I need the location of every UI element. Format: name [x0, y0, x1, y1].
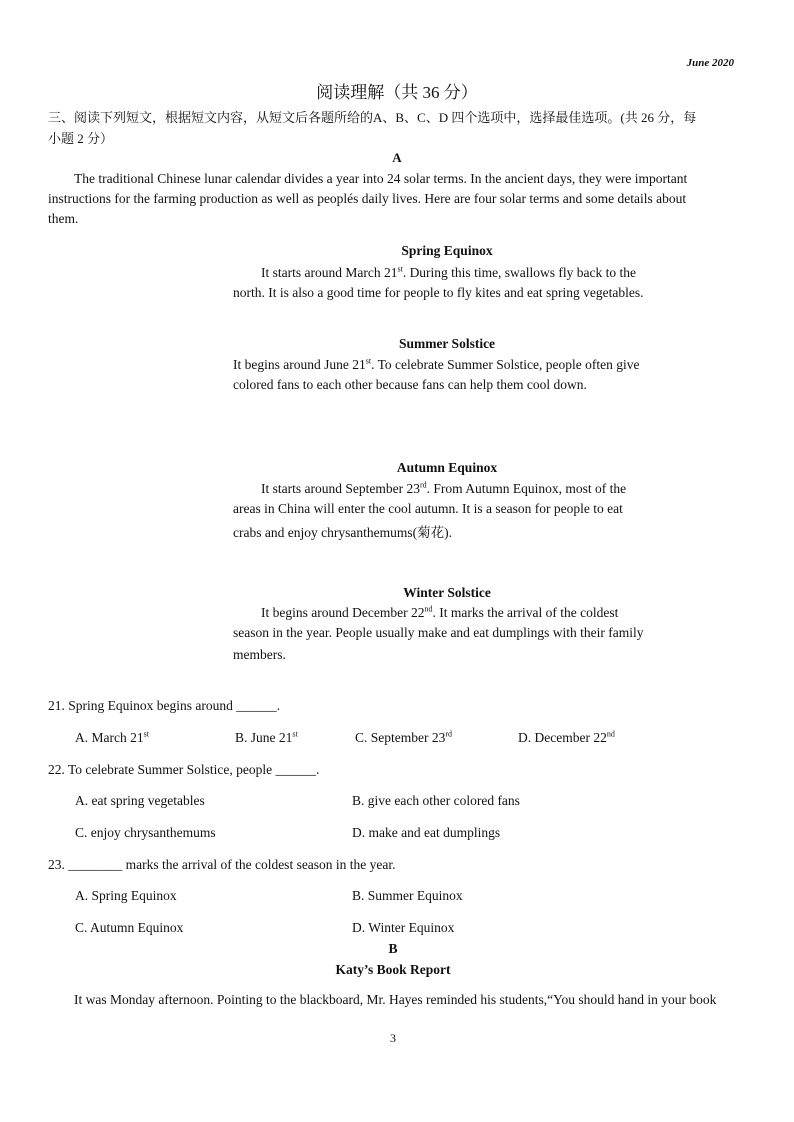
header-date: June 2020 [686, 57, 734, 69]
passage-a-label: A [392, 150, 402, 165]
term-text-summer-solstice-line-2: colored fans to each other because fans can help them cool down. [233, 377, 587, 392]
passage-b-title: Katy’s Book Report [335, 962, 451, 977]
term-title-spring-equinox: Spring Equinox [401, 243, 493, 258]
term-text-autumn-equinox-line-3: crabs and enjoy chrysanthemums(菊花). [233, 525, 452, 540]
question-22-option-a[interactable]: A. eat spring vegetables [75, 793, 205, 808]
passage-b-label: B [388, 941, 398, 956]
question-22-option-d[interactable]: D. make and eat dumplings [352, 825, 501, 840]
term-title-autumn-equinox: Autumn Equinox [396, 460, 498, 475]
term-text-spring-equinox-line-2: north. It is also a good time for people to fly kites and eat spring vegetables. [233, 285, 644, 300]
passage-a-intro-line-3: them. [48, 211, 79, 226]
question-23-stem: 23. ________ marks the arrival of the coldest season in the year. [48, 857, 396, 872]
question-21-option-b[interactable]: B. June 21st [235, 729, 298, 745]
section-title: 阅读理解（共 36 分） [316, 83, 478, 102]
term-title-winter-solstice: Winter Solstice [403, 585, 491, 600]
instructions-line-2: 小题 2 分） [48, 131, 114, 146]
question-21-stem: 21. Spring Equinox begins around ______. [48, 698, 281, 713]
term-text-winter-solstice-line-2: season in the year. People usually make and eat dumplings with their family [233, 625, 644, 640]
question-22-option-c[interactable]: C. enjoy chrysanthemums [75, 825, 216, 840]
passage-b-first-line: It was Monday afternoon. Pointing to the blackboard, Mr. Hayes reminded his students,“You should hand in your book [74, 992, 717, 1007]
question-21-option-c[interactable]: C. September 23rd [355, 729, 453, 745]
question-21-option-a[interactable]: A. March 21st [75, 729, 149, 745]
question-23-option-c[interactable]: C. Autumn Equinox [75, 920, 184, 935]
term-text-autumn-equinox-line-2: areas in China will enter the cool autumn. It is a season for people to eat [233, 501, 623, 516]
term-text-autumn-equinox-line-1: It starts around September 23rd. From Autumn Equinox, most of the [261, 480, 627, 496]
passage-a-intro-line-1: The traditional Chinese lunar calendar divides a year into 24 solar terms. In the ancient days, they were important [74, 171, 688, 186]
question-23-option-d[interactable]: D. Winter Equinox [352, 920, 455, 935]
term-text-summer-solstice-line-1: It begins around June 21st. To celebrate Summer Solstice, people often give [233, 356, 640, 372]
page-number: 3 [390, 1031, 396, 1045]
term-text-winter-solstice-line-1: It begins around December 22nd. It marks the arrival of the coldest [261, 604, 619, 620]
question-22-option-b[interactable]: B. give each other colored fans [352, 793, 520, 808]
term-text-winter-solstice-line-3: members. [233, 647, 286, 662]
instructions-line-1: 三、阅读下列短文，根据短文内容，从短文后各题所给的A、B、C、D 四个选项中，选择最佳选项。(共 26 分，每 [48, 110, 697, 125]
question-23-option-a[interactable]: A. Spring Equinox [75, 888, 177, 903]
question-22-stem: 22. To celebrate Summer Solstice, people ______. [48, 762, 320, 777]
question-23-option-b[interactable]: B. Summer Equinox [352, 888, 463, 903]
term-text-spring-equinox-line-1: It starts around March 21st. During this time, swallows fly back to the [261, 264, 637, 280]
passage-a-intro-line-2: instructions for the farming production as well as peoplés daily lives. Here are four solar terms and some details about [48, 191, 687, 206]
term-title-summer-solstice: Summer Solstice [398, 336, 496, 351]
question-21-option-d[interactable]: D. December 22nd [518, 729, 615, 745]
